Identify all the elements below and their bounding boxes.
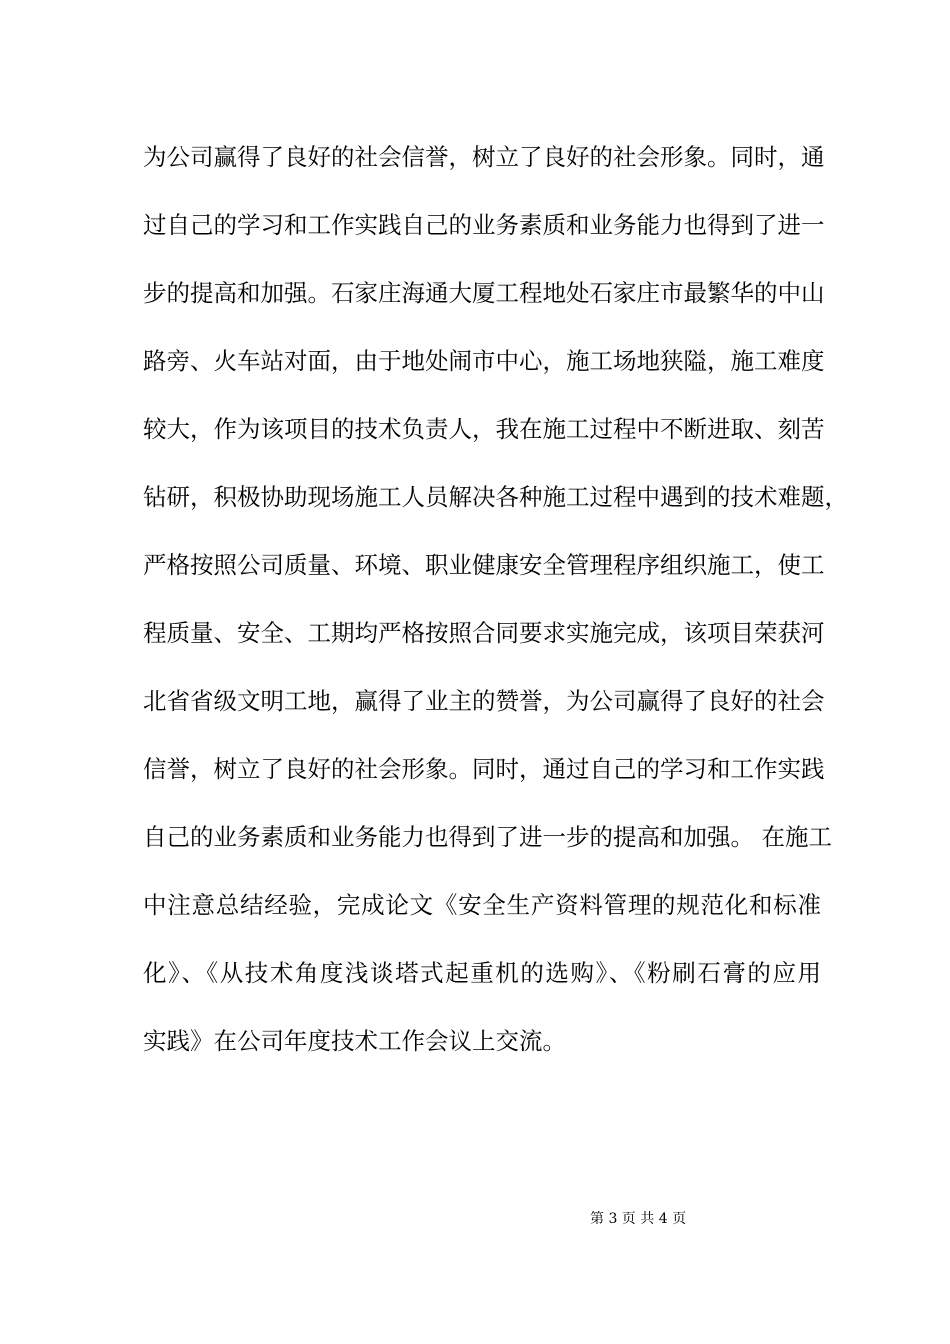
text-line: 严格按照公司质量、环境、职业健康安全管理程序组织施工，使工 xyxy=(143,551,825,579)
text-line: 钻研，积极协助现场施工人员解决各种施工过程中遇到的技术难题， xyxy=(143,483,848,511)
text-line: 步的提高和加强。石家庄海通大厦工程地处石家庄市最繁华的中山 xyxy=(143,279,825,307)
text-line: 为公司赢得了良好的社会信誉，树立了良好的社会形象。同时，通 xyxy=(143,143,825,171)
text-line: 程质量、安全、工期均严格按照合同要求实施完成，该项目荣获河 xyxy=(143,619,825,647)
text-line: 较大，作为该项目的技术负责人，我在施工过程中不断进取、刻苦 xyxy=(143,415,825,443)
text-line: 化》、《从技术角度浅谈塔式起重机的选购》、《粉刷石膏的应用 xyxy=(143,959,821,987)
page-number-footer: 第 3 页 共 4 页 xyxy=(590,1211,687,1227)
text-line: 实践》在公司年度技术工作会议上交流。 xyxy=(143,1027,566,1055)
text-line: 路旁、火车站对面，由于地处闹市中心，施工场地狭隘，施工难度 xyxy=(143,347,825,375)
text-line: 北省省级文明工地，赢得了业主的赞誉，为公司赢得了良好的社会 xyxy=(143,687,825,715)
text-line: 过自己的学习和工作实践自己的业务素质和业务能力也得到了进一 xyxy=(143,211,825,239)
text-line: 信誉，树立了良好的社会形象。同时，通过自己的学习和工作实践 xyxy=(143,755,825,783)
text-line: 自己的业务素质和业务能力也得到了进一步的提高和加强。 在施工 xyxy=(143,823,832,851)
text-line: 中注意总结经验，完成论文《安全生产资料管理的规范化和标准 xyxy=(143,891,821,919)
